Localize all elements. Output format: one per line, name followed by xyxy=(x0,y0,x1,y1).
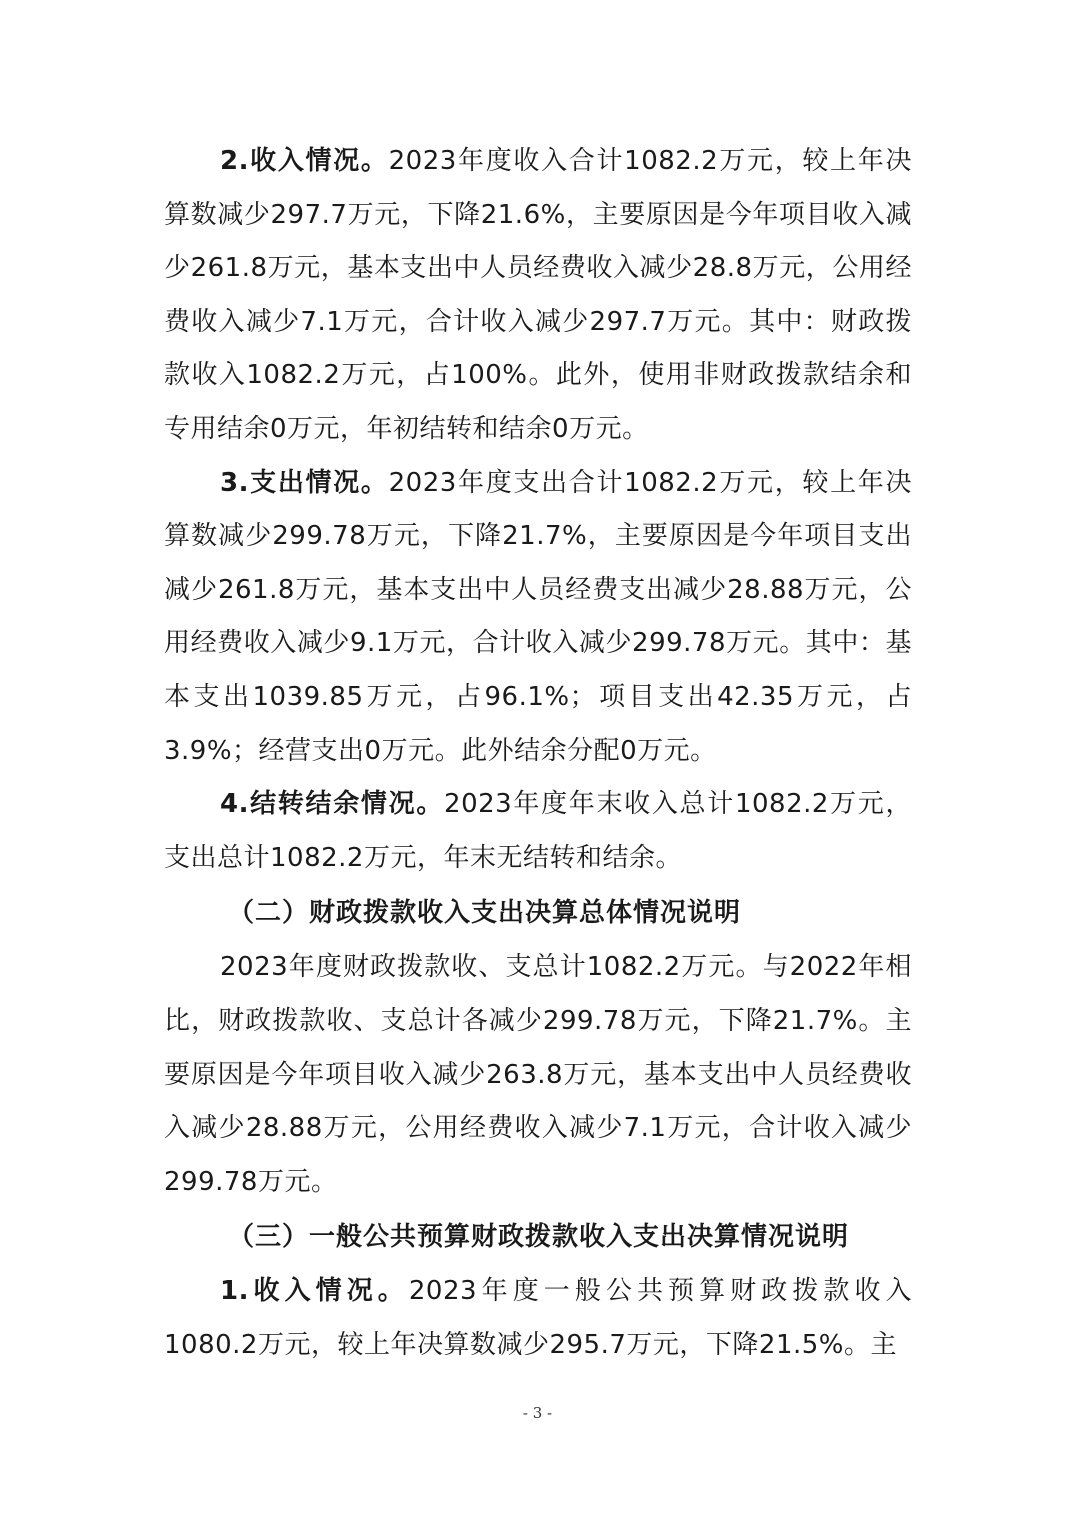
section-heading: （三）一般公共预算财政拨款收入支出决算情况说明 xyxy=(228,1222,850,1253)
paragraph-fiscal-overview xyxy=(164,941,912,1209)
paragraph-text: 2023年度一般公共预算财政拨款收入1080.2万元，较上年决算数减少295.7万元，下降21.5%。主 xyxy=(164,1276,913,1360)
paragraph-lead: 2.收入情况。 xyxy=(220,146,389,176)
paragraph-carryover xyxy=(164,778,912,885)
paragraph-expenditure xyxy=(164,457,912,779)
paragraph-lead: 4.结转结余情况。 xyxy=(220,789,445,820)
section-heading: （二）财政拨款收入支出决算总体情况说明 xyxy=(228,898,742,929)
document-body xyxy=(164,135,912,1372)
paragraph-text: 2023年度年末收入总计1082.2万元，支出总计1082.2万元，年末无结转和结余。 xyxy=(164,789,912,873)
paragraph-text: 2023年度支出合计1082.2万元，较上年决算数减少299.78万元，下降21.7%，主要原因是今年项目支出减少261.8万元，基本支出中人员经费支出减少28.88万元，公用经费收入减少9.1万元，合计收入减少299.78万元。其中：基本支出1039.85万元，占96.1%；项目支出42.35万元，占3.9%；经营支出0万元。此外结余分配0万元。 xyxy=(164,467,912,766)
paragraph-text: 2023年度财政拨款收、支总计1082.2万元。与2022年相比，财政拨款收、支总计各减少299.78万元，下降21.7%。主要原因是今年项目收入减少263.8万元，基本支出中人员经费收入减少28.88万元，公用经费收入减少7.1万元，合计收入减少299.78万元。 xyxy=(164,952,912,1197)
paragraph-lead: 1.收入情况。 xyxy=(220,1276,409,1307)
paragraph-text: 2023年度收入合计1082.2万元，较上年决算数减少297.7万元，下降21.6%，主要原因是今年项目收入减少261.8万元，基本支出中人员经费收入减少28.8万元，公用经费收入减少7.1万元，合计收入减少297.7万元。其中：财政拨款收入1082.2万元，占100%。此外，使用非财政拨款结余和专用结余0万元，年初结转和结余0万元。 xyxy=(164,146,912,444)
page-number: - 3 - xyxy=(522,1404,553,1422)
paragraph-general-budget-income xyxy=(164,1265,912,1372)
paragraph-lead: 3.支出情况。 xyxy=(220,467,389,498)
paragraph-income xyxy=(164,135,912,457)
